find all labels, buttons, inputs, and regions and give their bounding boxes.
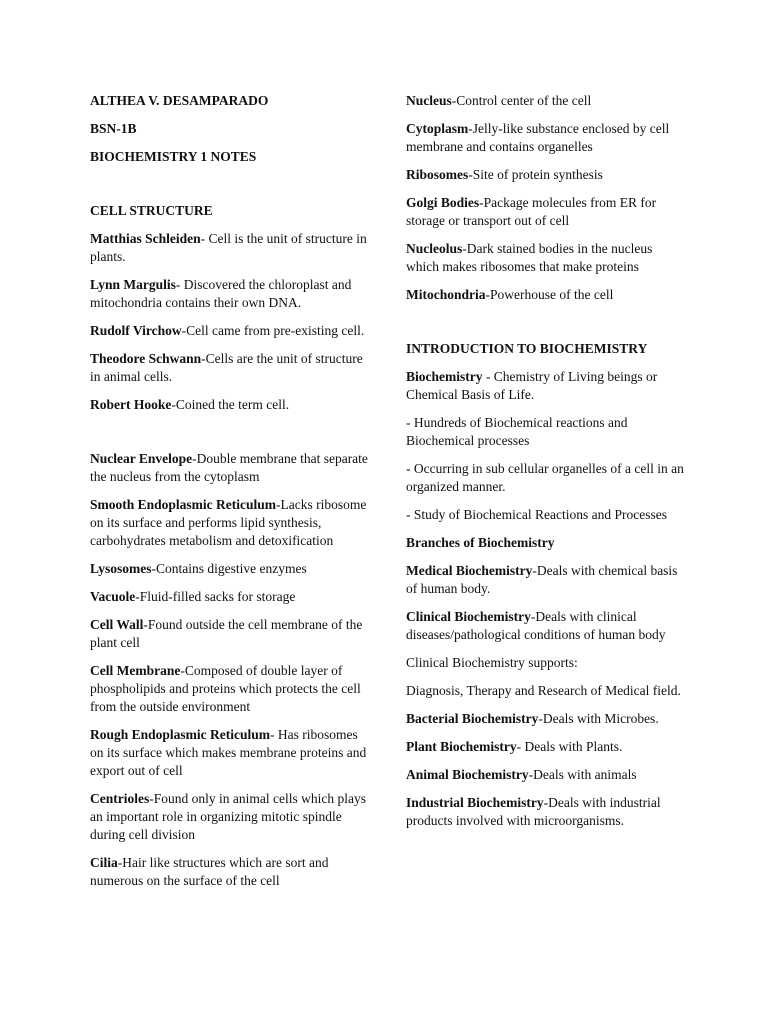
organelle-term: Centrioles [90, 791, 150, 806]
scientist-entry [90, 396, 368, 414]
branch-term: Plant Biochemistry [406, 739, 517, 754]
scientist-term: Robert Hooke [90, 397, 172, 412]
intro-point: - Occurring in sub cellular organelles of a cell in an organized manner. [406, 461, 684, 494]
scientist-term: Matthias Schleiden [90, 231, 201, 246]
scientist-def: - Discovered the chloroplast and mitochondria contains their own DNA. [90, 277, 352, 310]
organelle-def: - Has ribosomes on its surface which makes membrane proteins and export out of cell [90, 727, 367, 778]
branch-def: -Deals with chemical basis of human body. [406, 563, 678, 596]
branch-term: Industrial Biochemistry [406, 795, 544, 810]
organelle-def: -Found only in animal cells which plays an important role in organizing mitotic spindle during cell division [90, 791, 366, 842]
branch-term: Animal Biochemistry [406, 767, 529, 782]
branch-entry [406, 794, 688, 830]
scientist-def: -Coined the term cell. [171, 397, 290, 412]
supports-label: Clinical Biochemistry supports: [406, 655, 578, 670]
biochemistry-definition [406, 368, 688, 404]
intro-heading: INTRODUCTION TO BIOCHEMISTRY [406, 341, 648, 356]
organelle-term: Golgi Bodies [406, 195, 480, 210]
scientist-def: -Cells are the unit of structure in animal cells. [90, 351, 363, 384]
branch-entry [406, 562, 688, 598]
definition-term: Biochemistry [406, 369, 483, 384]
organelle-entry [406, 194, 688, 230]
organelle-def: -Hair like structures which are sort and numerous on the surface of the cell [90, 855, 329, 888]
scientist-entry [90, 322, 368, 340]
organelle-entry [406, 120, 688, 156]
branch-entry [406, 608, 688, 644]
scientist-term: Rudolf Virchow [90, 323, 182, 338]
organelle-term: Nucleolus [406, 241, 463, 256]
branch-entry [406, 710, 688, 728]
organelle-entry [90, 496, 368, 550]
intro-point: - Hundreds of Biochemical reactions and Biochemical processes [406, 415, 628, 448]
organelle-def: -Found outside the cell membrane of the plant cell [90, 617, 363, 650]
organelle-term: Smooth Endoplasmic Reticulum [90, 497, 277, 512]
organelle-def: -Fluid-filled sacks for storage [135, 589, 296, 604]
organelle-term: Nuclear Envelope [90, 451, 193, 466]
organelle-entry [90, 450, 368, 486]
student-section: BSN-1B [90, 121, 137, 136]
branch-def: -Deals with clinical diseases/pathological conditions of human body [406, 609, 666, 642]
organelle-entry [406, 240, 688, 276]
branch-def: -Deals with animals [528, 767, 637, 782]
organelle-def: -Control center of the cell [451, 93, 592, 108]
scientist-entry [90, 230, 368, 266]
organelle-def: -Jelly-like substance enclosed by cell membrane and contains organelles [406, 121, 670, 154]
organelle-entry [90, 588, 368, 606]
branch-term: Medical Biochemistry [406, 563, 533, 578]
scientist-term: Lynn Margulis [90, 277, 176, 292]
branch-term: Bacterial Biochemistry [406, 711, 539, 726]
organelle-def: -Dark stained bodies in the nucleus which makes ribosomes that make proteins [406, 241, 653, 274]
organelle-term: Cell Membrane [90, 663, 181, 678]
organelle-def: -Site of protein synthesis [468, 167, 603, 182]
organelle-term: Cell Wall [90, 617, 144, 632]
organelle-def: -Package molecules from ER for storage or transport out of cell [406, 195, 657, 228]
scientist-entry [90, 276, 368, 312]
branch-entry [406, 738, 688, 756]
organelle-term: Cytoplasm [406, 121, 469, 136]
right-column [406, 92, 688, 840]
organelle-term: Lysosomes [90, 561, 152, 576]
definition-text: - Chemistry of Living beings or Chemical Basis of Life. [406, 369, 658, 402]
organelle-term: Nucleus [406, 93, 452, 108]
organelle-term: Rough Endoplasmic Reticulum [90, 727, 271, 742]
organelle-def: -Composed of double layer of phospholipids and proteins which protects the cell from the outside environment [90, 663, 361, 714]
organelle-entry [90, 790, 368, 844]
organelle-def: -Powerhouse of the cell [485, 287, 614, 302]
course-title: BIOCHEMISTRY 1 NOTES [90, 149, 257, 164]
scientist-term: Theodore Schwann [90, 351, 202, 366]
branch-def: -Deals with Microbes. [538, 711, 659, 726]
branch-def: -Deals with industrial products involved with microorganisms. [406, 795, 661, 828]
intro-point: - Study of Biochemical Reactions and Processes [406, 507, 667, 522]
organelle-entry [90, 854, 368, 890]
branch-term: Clinical Biochemistry [406, 609, 531, 624]
branch-def: - Deals with Plants. [516, 739, 623, 754]
branch-entry [406, 766, 688, 784]
cell-structure-heading: CELL STRUCTURE [90, 203, 213, 218]
supports-text: Diagnosis, Therapy and Research of Medical field. [406, 683, 681, 698]
organelle-def: -Double membrane that separate the nucleus from the cytoplasm [90, 451, 368, 484]
organelle-entry [90, 560, 368, 578]
organelle-term: Ribosomes [406, 167, 469, 182]
organelle-entry [406, 92, 688, 110]
organelle-entry [90, 616, 368, 652]
scientist-entry [90, 350, 368, 386]
left-column [90, 92, 368, 900]
organelle-term: Cilia [90, 855, 118, 870]
branches-heading: Branches of Biochemistry [406, 535, 555, 550]
scientist-def: - Cell is the unit of structure in plants. [90, 231, 367, 264]
organelle-entry [90, 726, 368, 780]
organelle-term: Mitochondria [406, 287, 486, 302]
organelle-term: Vacuole [90, 589, 136, 604]
organelle-entry [406, 166, 688, 184]
scientist-def: -Cell came from pre-existing cell. [181, 323, 365, 338]
organelle-def: -Lacks ribosome on its surface and performs lipid synthesis, carbohydrates metabolism and detoxification [90, 497, 367, 548]
organelle-def: -Contains digestive enzymes [151, 561, 307, 576]
organelle-entry [406, 286, 688, 304]
organelle-entry [90, 662, 368, 716]
student-name: ALTHEA V. DESAMPARADO [90, 93, 269, 108]
